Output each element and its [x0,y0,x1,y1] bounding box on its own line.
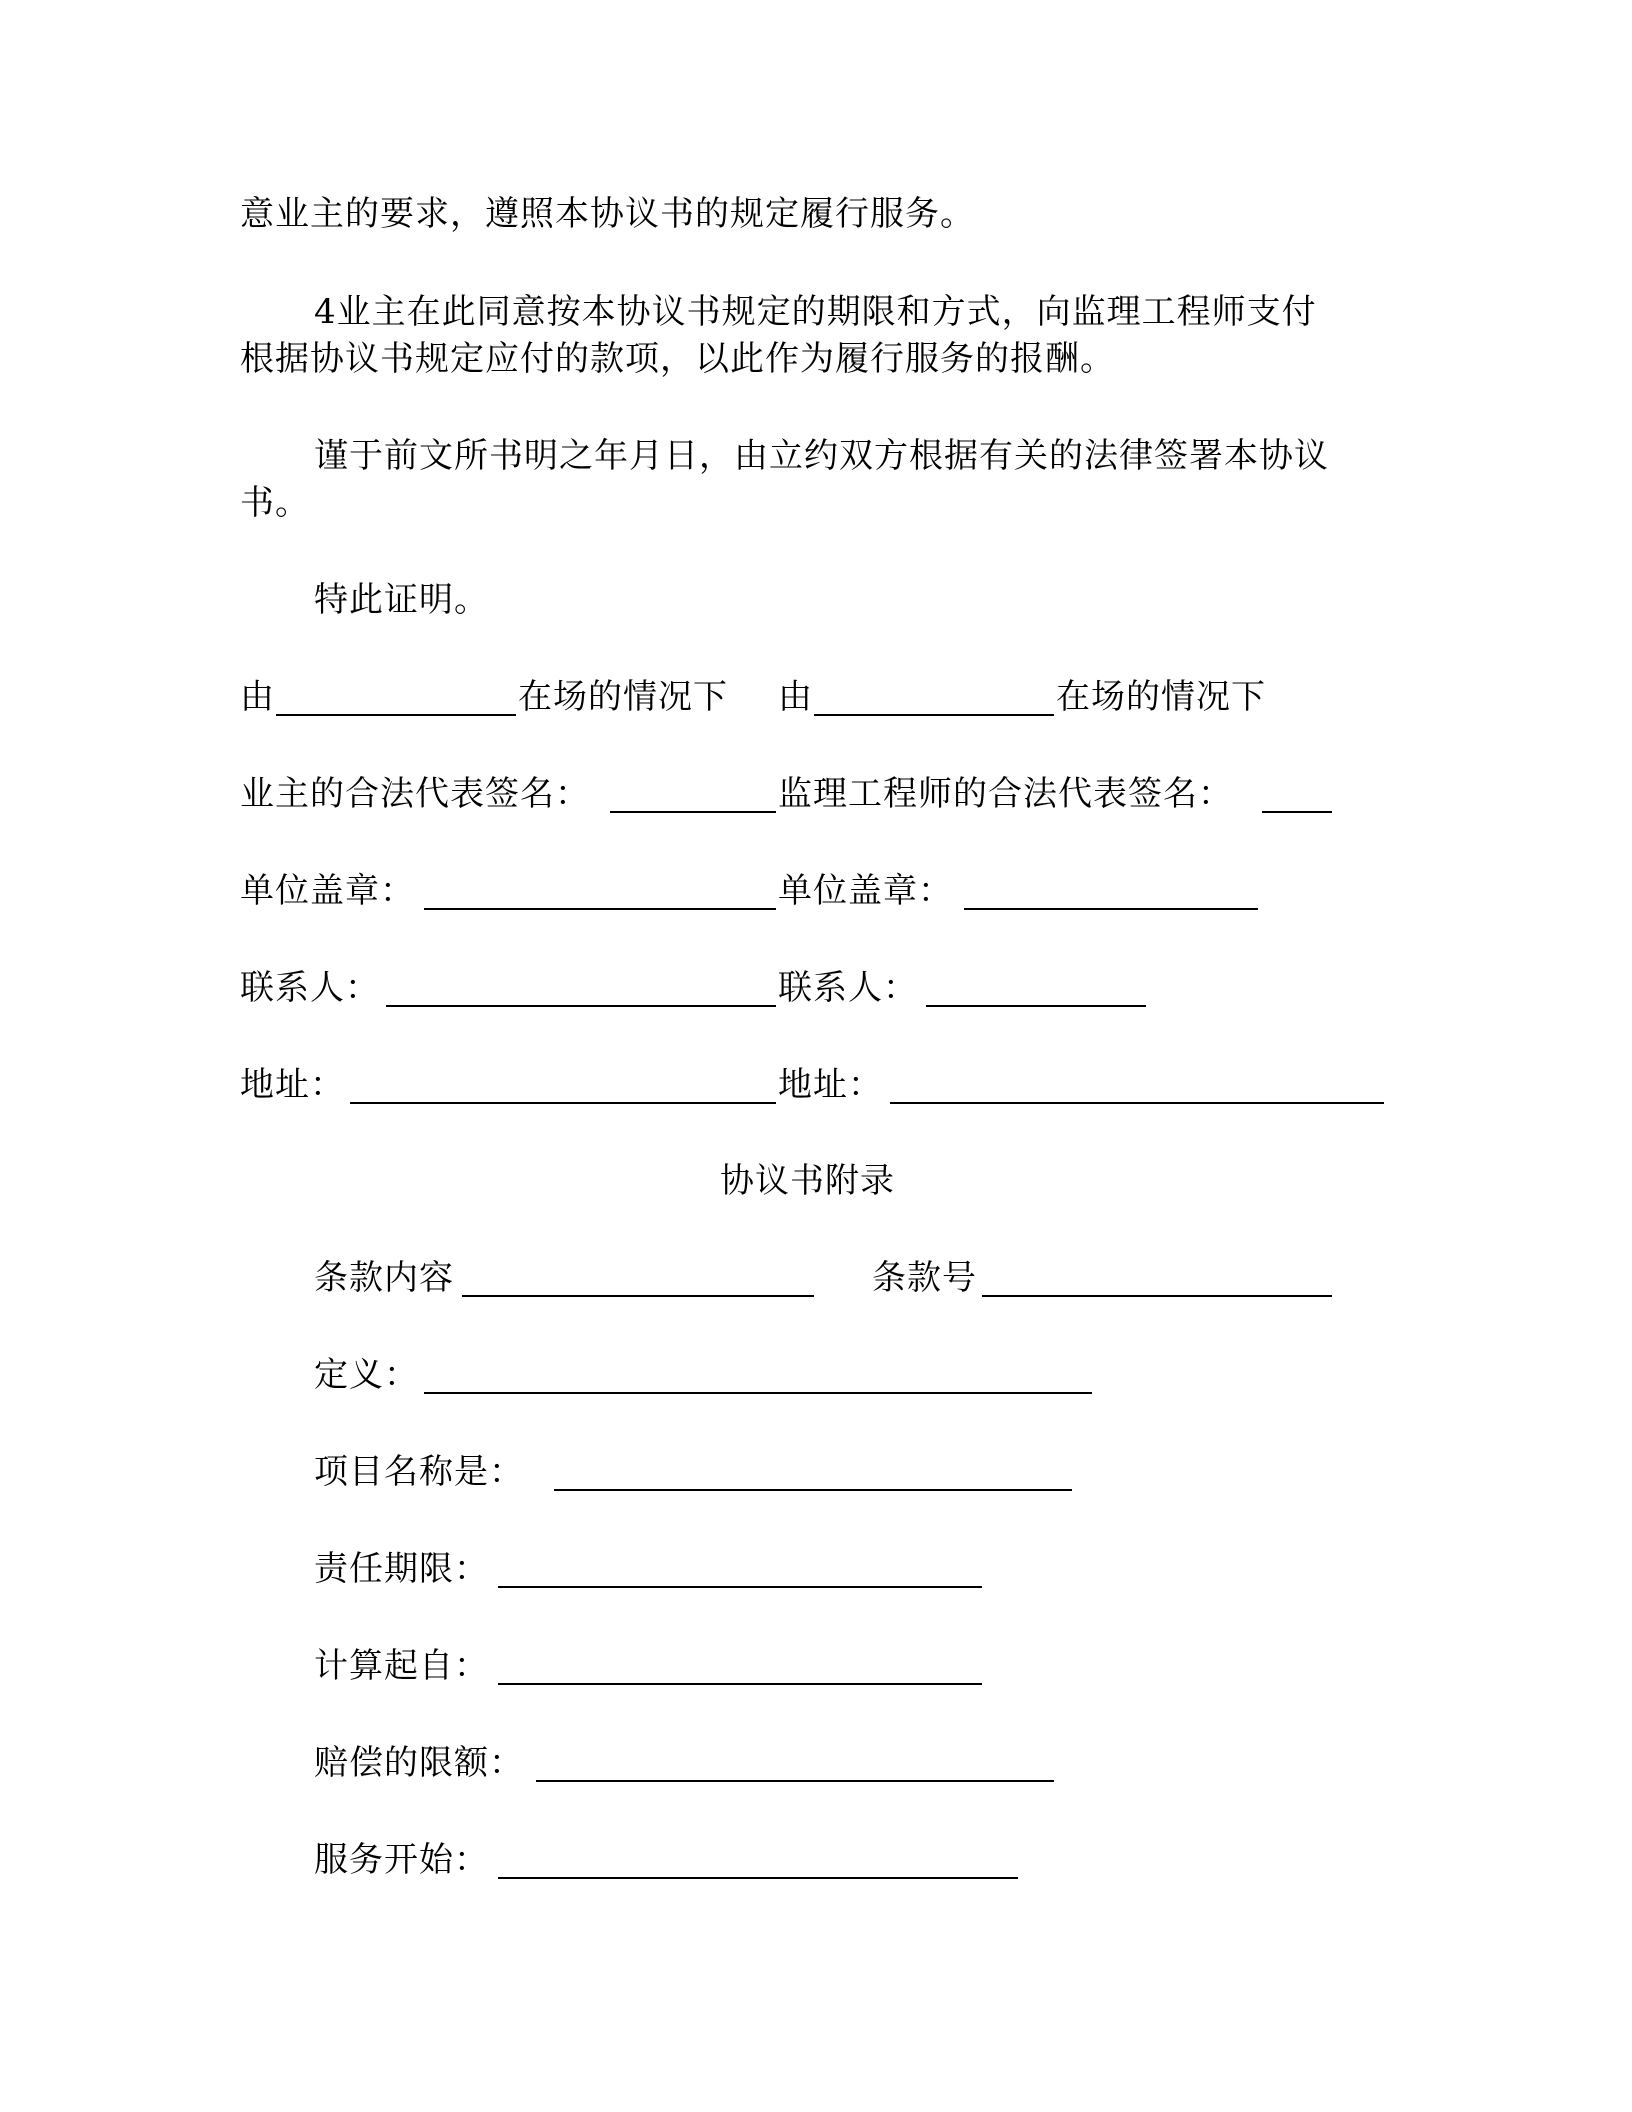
clause-number-blank[interactable] [982,1295,1332,1297]
project-name-blank[interactable] [554,1489,1072,1491]
owner-contact-label: 联系人： [240,968,380,1008]
owner-address-label: 地址： [240,1065,345,1105]
engineer-contact-blank[interactable] [926,1005,1146,1007]
paragraph-3-line-2: 书。 [240,483,310,523]
calc-from-label: 计算起自： [314,1646,489,1686]
engineer-rep-signature-label: 监理工程师的合法代表签名： [778,774,1233,814]
engineer-contact-label: 联系人： [778,968,918,1008]
engineer-witness-prefix: 由 [778,677,813,717]
paragraph-2-line-1: 4业主在此同意按本协议书规定的期限和方式，向监理工程师支付 [314,292,1317,332]
liability-period-blank[interactable] [498,1586,982,1588]
paragraph-4-line-1: 特此证明。 [314,580,489,620]
project-name-label: 项目名称是： [314,1452,524,1492]
engineer-witness-suffix: 在场的情况下 [1056,677,1266,717]
owner-rep-signature-label: 业主的合法代表签名： [240,774,590,814]
owner-seal-label: 单位盖章： [240,871,415,911]
compensation-limit-blank[interactable] [536,1780,1054,1782]
service-start-blank[interactable] [498,1877,1018,1879]
paragraph-3-line-1: 谨于前文所书明之年月日，由立约双方根据有关的法律签署本协议 [314,436,1329,476]
engineer-rep-signature-blank[interactable] [1262,811,1332,813]
liability-period-label: 责任期限： [314,1549,489,1589]
clause-number-label: 条款号 [872,1258,977,1298]
owner-witness-suffix: 在场的情况下 [518,677,728,717]
engineer-seal-label: 单位盖章： [778,871,953,911]
service-start-label: 服务开始： [314,1840,489,1880]
engineer-address-blank[interactable] [890,1102,1384,1104]
engineer-seal-blank[interactable] [964,908,1258,910]
engineer-address-label: 地址： [778,1065,883,1105]
owner-witness-blank[interactable] [276,714,516,716]
clause-content-label: 条款内容 [314,1258,454,1298]
owner-rep-signature-blank[interactable] [610,811,776,813]
owner-contact-blank[interactable] [386,1005,776,1007]
owner-seal-blank[interactable] [424,908,776,910]
compensation-limit-label: 赔偿的限额： [314,1743,524,1783]
owner-witness-prefix: 由 [240,677,275,717]
appendix-title: 协议书附录 [720,1161,895,1201]
clause-content-blank[interactable] [462,1295,814,1297]
definition-blank[interactable] [424,1392,1092,1394]
engineer-witness-blank[interactable] [814,714,1054,716]
paragraph-2-line-2: 根据协议书规定应付的款项，以此作为履行服务的报酬。 [240,339,1115,379]
calc-from-blank[interactable] [498,1683,982,1685]
definition-label: 定义： [314,1355,419,1395]
owner-address-blank[interactable] [350,1102,776,1104]
paragraph-1-line-1: 意业主的要求，遵照本协议书的规定履行服务。 [240,194,975,234]
